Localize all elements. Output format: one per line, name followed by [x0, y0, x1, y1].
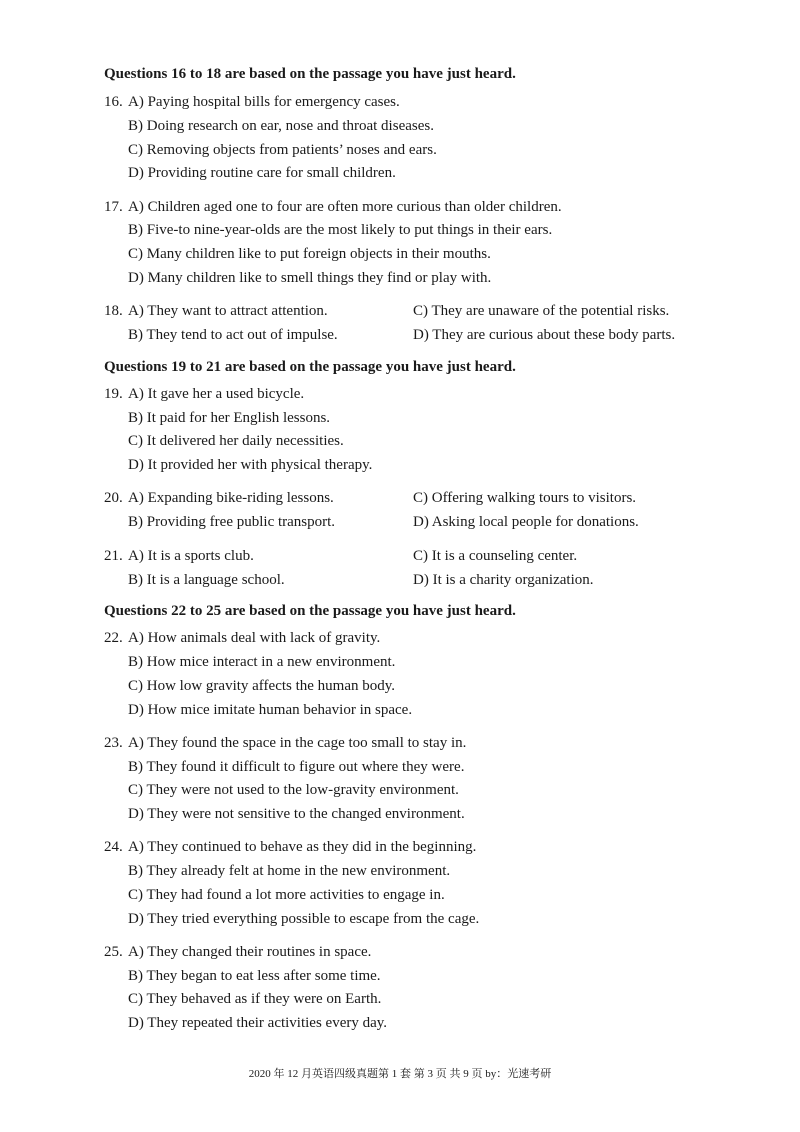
section-heading: Questions 16 to 18 are based on the passage you have just heard.	[104, 66, 516, 82]
option-d: D) They tried everything possible to escape from the cage.	[128, 911, 480, 927]
option-a: A) Children aged one to four are often more curious than older children.	[128, 199, 562, 215]
option-b: B) They already felt at home in the new environment.	[128, 863, 451, 879]
question-number: 17.	[104, 199, 123, 215]
option-a: A) They continued to behave as they did in the beginning.	[128, 839, 477, 855]
option-c: C) It delivered her daily necessities.	[128, 433, 344, 449]
question-number: 25.	[104, 944, 123, 960]
option-a: A) They changed their routines in space.	[128, 944, 372, 960]
option-c: C) Removing objects from patients’ noses and ears.	[128, 142, 437, 158]
option-b: B) Doing research on ear, nose and throat diseases.	[128, 118, 434, 134]
option-b: B) They began to eat less after some time.	[128, 968, 381, 984]
option-d: D) Asking local people for donations.	[413, 514, 639, 530]
option-b: B) Five-to nine-year-olds are the most likely to put things in their ears.	[128, 222, 553, 238]
question-number: 21.	[104, 548, 123, 564]
option-a: A) It is a sports club.	[128, 548, 254, 564]
option-c: C) It is a counseling center.	[413, 548, 578, 564]
option-b: B) How mice interact in a new environment.	[128, 654, 396, 670]
option-c: C) They had found a lot more activities to engage in.	[128, 887, 445, 903]
option-c: C) Offering walking tours to visitors.	[413, 490, 637, 506]
option-c: C) How low gravity affects the human body.	[128, 678, 396, 694]
option-d: D) It is a charity organization.	[413, 572, 594, 588]
option-b: B) It is a language school.	[128, 572, 285, 588]
option-d: D) How mice imitate human behavior in space.	[128, 702, 413, 718]
option-b: B) It paid for her English lessons.	[128, 410, 331, 426]
option-c: C) They are unaware of the potential risks.	[413, 303, 670, 319]
section-heading: Questions 19 to 21 are based on the passage you have just heard.	[104, 359, 516, 375]
option-a: A) How animals deal with lack of gravity.	[128, 630, 381, 646]
option-d: D) Providing routine care for small children.	[128, 165, 396, 181]
question-number: 16.	[104, 94, 123, 110]
section-heading: Questions 22 to 25 are based on the passage you have just heard.	[104, 603, 516, 619]
question-number: 20.	[104, 490, 123, 506]
question-number: 24.	[104, 839, 123, 855]
question-number: 23.	[104, 735, 123, 751]
option-b: B) They found it difficult to figure out where they were.	[128, 759, 465, 775]
option-a: A) They found the space in the cage too small to stay in.	[128, 735, 467, 751]
option-b: B) They tend to act out of impulse.	[128, 327, 338, 343]
option-c: C) They were not used to the low-gravity environment.	[128, 782, 459, 798]
option-c: C) Many children like to put foreign objects in their mouths.	[128, 246, 491, 262]
option-c: C) They behaved as if they were on Earth.	[128, 991, 382, 1007]
question-number: 22.	[104, 630, 123, 646]
option-d: D) They were not sensitive to the changed environment.	[128, 806, 465, 822]
page-footer: 2020 年 12 月英语四级真题第 1 套 第 3 页 共 9 页 by：光速考研	[248, 1068, 552, 1080]
option-d: D) They repeated their activities every day.	[128, 1015, 388, 1031]
option-d: D) It provided her with physical therapy.	[128, 457, 373, 473]
option-d: D) They are curious about these body parts.	[413, 327, 676, 343]
option-b: B) Providing free public transport.	[128, 514, 336, 530]
option-a: A) Paying hospital bills for emergency cases.	[128, 94, 400, 110]
option-a: A) It gave her a used bicycle.	[128, 386, 305, 402]
option-a: A) They want to attract attention.	[128, 303, 328, 319]
question-number: 18.	[104, 303, 123, 319]
option-d: D) Many children like to smell things they find or play with.	[128, 270, 492, 286]
question-number: 19.	[104, 386, 123, 402]
option-a: A) Expanding bike-riding lessons.	[128, 490, 334, 506]
